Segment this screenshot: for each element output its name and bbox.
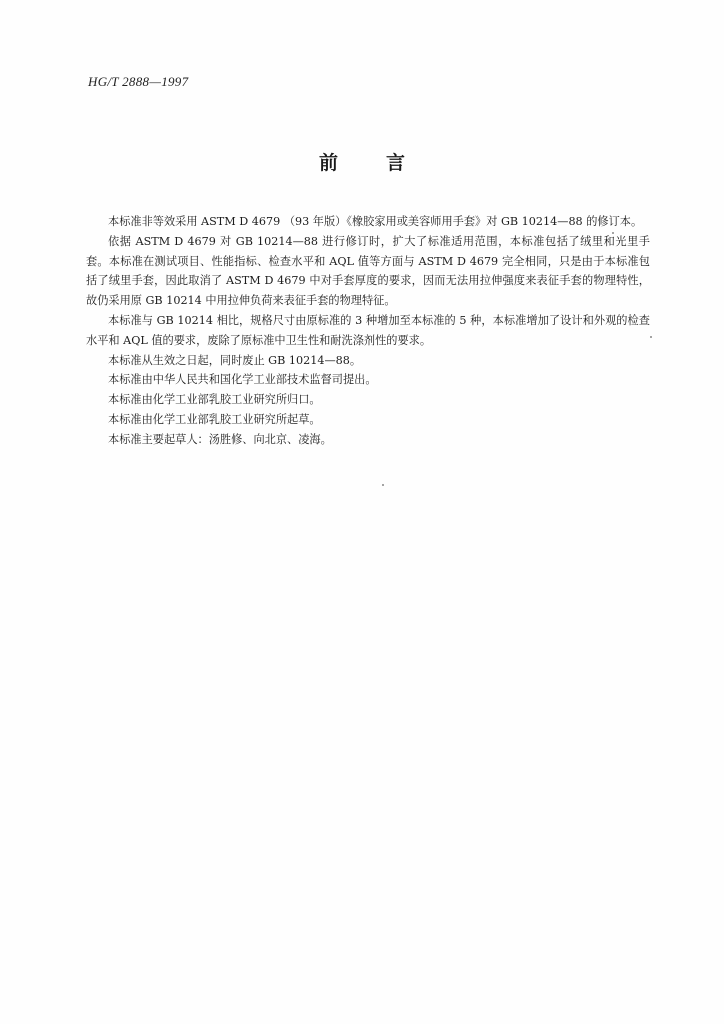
paragraph: 依据 ASTM D 4679 对 GB 10214—88 进行修订时，扩大了标准适用范围，本标准包括了绒里和光里手套。本标准在测试项目、性能指标、检查水平和 AQL 值等方面与 ASTM D 4679 完全相同，只是由于本标准包括了绒里手套，因此取消了 ASTM D 4679 中对手套厚度的要求，因而无法用拉伸强度来表征手套的物理特性，故仍采用原 GB 10214 中用拉伸负荷来表征手套的物理特征。 bbox=[86, 234, 650, 308]
paragraph: 本标准非等效采用 ASTM D 4679 （93 年版）《橡胶家用或美容师用手套》对 GB 10214—88 的修订本。 bbox=[108, 215, 643, 228]
scan-speck bbox=[612, 232, 614, 234]
standard-code-header: HG/T 2888—1997 bbox=[88, 74, 189, 89]
paragraph: 本标准由化学工业部乳胶工业研究所归口。 bbox=[108, 393, 321, 407]
paragraph: 本标准由化学工业部乳胶工业研究所起草。 bbox=[108, 412, 321, 426]
page-title bbox=[0, 148, 724, 175]
paragraph: 本标准从生效之日起，同时废止 GB 10214—88。 bbox=[108, 353, 362, 367]
foreword-body bbox=[86, 212, 650, 450]
paragraph: 本标准由中华人民共和国化学工业部技术监督司提出。 bbox=[108, 373, 377, 387]
title-char-2: 言 bbox=[386, 152, 406, 174]
paragraph: 本标准与 GB 10214 相比，规格尺寸由原标准的 3 种增加至本标准的 5 种，本标准增加了设计和外观的检查水平和 AQL 值的要求，废除了原标准中卫生性和耐洗涤剂性的要求。 bbox=[86, 313, 650, 347]
paragraph: 本标准主要起草人：汤胜修、向北京、凌海。 bbox=[108, 432, 332, 446]
scan-speck bbox=[650, 336, 652, 338]
scan-speck bbox=[382, 484, 384, 486]
title-char-1: 前 bbox=[318, 152, 338, 174]
